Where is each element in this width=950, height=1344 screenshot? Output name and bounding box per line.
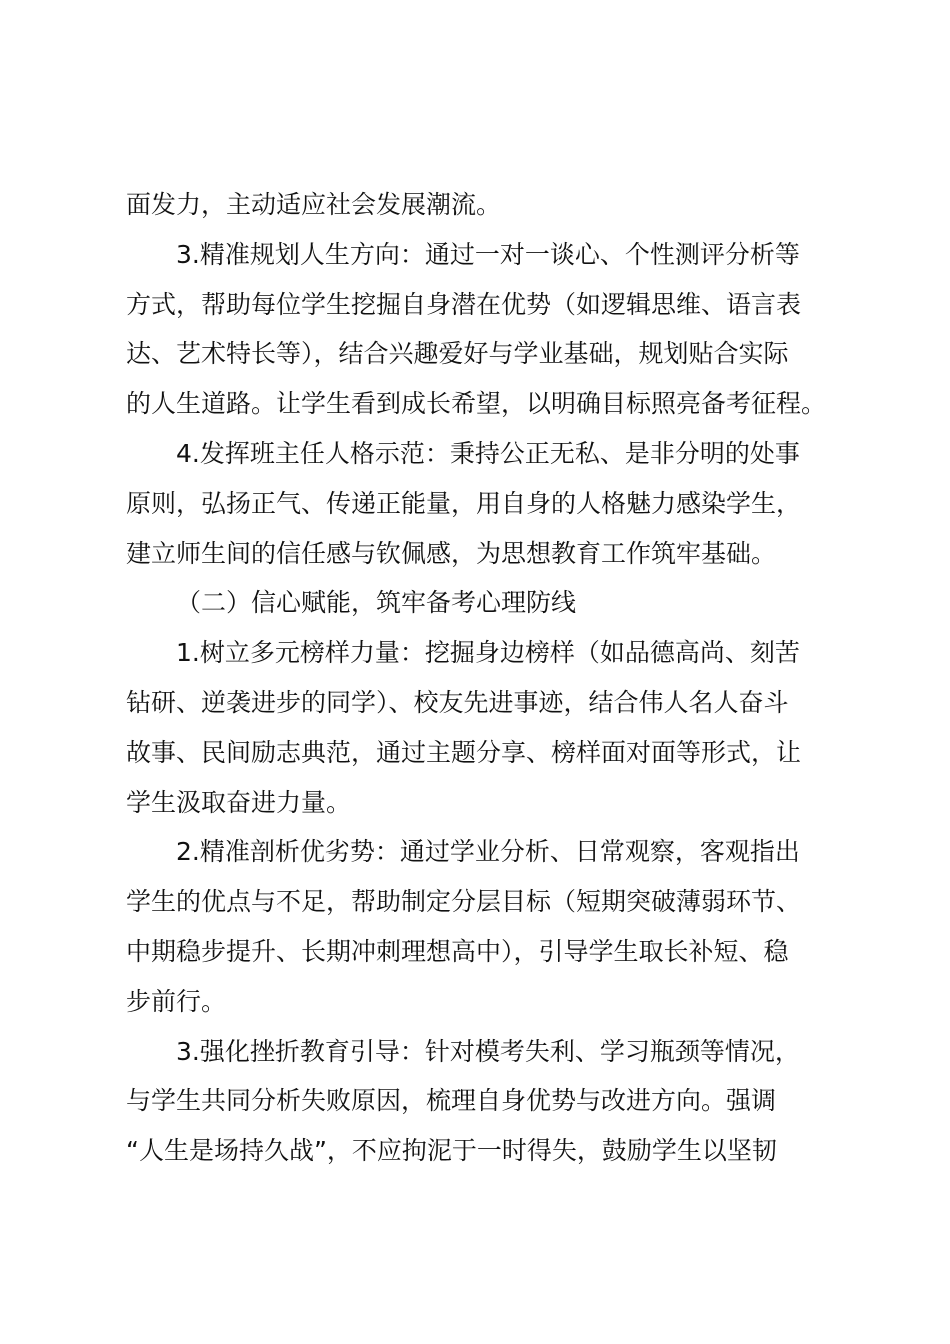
paragraph-start-line: 4.发挥班主任人格示范：秉持公正无私、是非分明的处事 bbox=[176, 438, 800, 468]
text-line: 钻研、逆袭进步的同学）、校友先进事迹，结合伟人名人奋斗 bbox=[126, 687, 789, 717]
text-line: 学生汲取奋进力量。 bbox=[126, 787, 352, 817]
paragraph-start-line: 1.树立多元榜样力量：挖掘身边榜样（如品德高尚、刻苦 bbox=[176, 638, 800, 668]
paragraph-start-line: 2.精准剖析优劣势：通过学业分析、日常观察，客观指出 bbox=[176, 837, 800, 867]
text-line: 原则，弘扬正气、传递正能量，用自身的人格魅力感染学生， bbox=[126, 488, 802, 518]
text-line: 学生的优点与不足，帮助制定分层目标（短期突破薄弱环节、 bbox=[126, 887, 802, 917]
section-heading: （二）信心赋能，筑牢备考心理防线 bbox=[176, 588, 577, 618]
paragraph-start-line: 3.精准规划人生方向：通过一对一谈心、个性测评分析等 bbox=[176, 239, 800, 269]
text-line: 的人生道路。让学生看到成长希望，以明确目标照亮备考征程。 bbox=[126, 389, 827, 419]
text-line: 方式，帮助每位学生挖掘自身潜在优势（如逻辑思维、语言表 bbox=[126, 289, 802, 319]
text-line: 面发力，主动适应社会发展潮流。 bbox=[126, 190, 502, 219]
text-line: 与学生共同分析失败原因，梳理自身优势与改进方向。强调 bbox=[126, 1086, 777, 1116]
text-line: 步前行。 bbox=[126, 986, 227, 1016]
text-line: 建立师生间的信任感与钦佩感，为思想教育工作筑牢基础。 bbox=[126, 538, 777, 568]
text-line: 中期稳步提升、长期冲刺理想高中），引导学生取长补短、稳 bbox=[126, 936, 789, 966]
document-body bbox=[126, 180, 832, 1176]
text-line: 故事、民间励志典范，通过主题分享、榜样面对面等形式，让 bbox=[126, 737, 802, 767]
text-line: 达、艺术特长等），结合兴趣爱好与学业基础，规划贴合实际 bbox=[126, 339, 789, 369]
text-line: “人生是场持久战”，不应拘泥于一时得失，鼓励学生以坚韧 bbox=[126, 1136, 777, 1166]
paragraph-start-line: 3.强化挫折教育引导：针对模考失利、学习瓶颈等情况， bbox=[176, 1036, 800, 1066]
